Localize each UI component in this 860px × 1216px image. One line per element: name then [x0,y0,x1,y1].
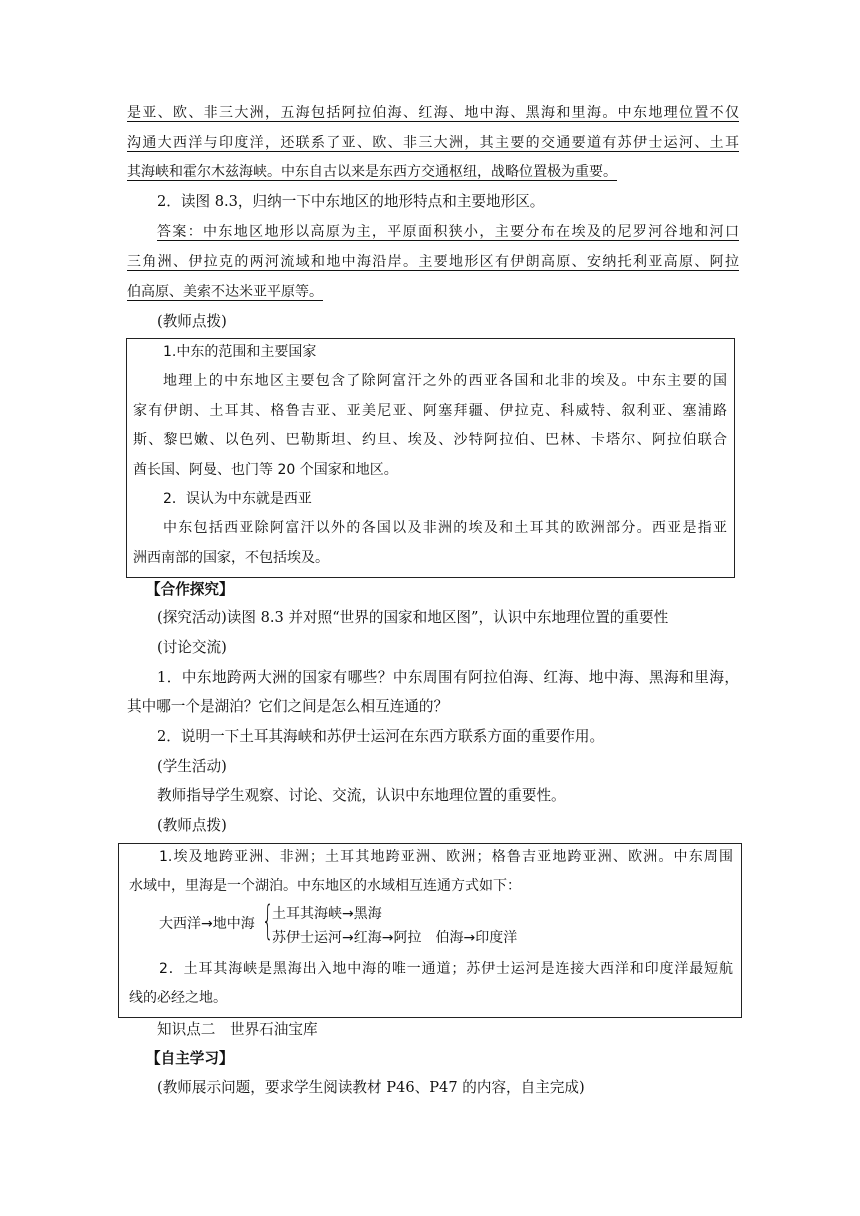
box2-text: 1.埃及地跨亚洲、非洲；土耳其地跨亚洲、欧洲；格鲁吉亚地跨亚洲、欧洲。中东周围 [159,849,733,865]
box1-heading-1: 1.中东的范围和主要国家 [163,344,317,360]
box2-text: 线的必经之地。 [129,990,227,1006]
discuss-question: 其中哪一个是湖泊？它们之间是怎么相互连通的？ [127,698,449,715]
route-start: 大西洋→地中海 [159,916,255,932]
knowledge-point-heading: 知识点二 世界石油宝库 [157,1021,318,1038]
route-branch-bottom: 苏伊士运河→红海→阿拉 伯海→印度洋 [272,930,518,946]
answer-line: 是亚、欧、非三大洲，五海包括阿拉伯海、红海、地中海、黑海和里海。中东地理位置不仅 [127,105,739,121]
teacher-tip-label: (教师点拨) [157,313,227,330]
discuss-question: 2．说明一下土耳其海峡和苏伊士运河在东西方联系方面的重要作用。 [157,728,605,745]
box1-text: 斯、黎巴嫩、以色列、巴勒斯坦、约旦、埃及、沙特阿拉伯、巴林、卡塔尔、阿拉伯联合 [133,432,727,448]
discuss-question: 1．中东地跨两大洲的国家有哪些？中东周围有阿拉伯海、红海、地中海、黑海和里海， [157,669,739,686]
brace-icon: { [262,898,274,944]
box1-text: 家有伊朗、土耳其、格鲁吉亚、亚美尼亚、阿塞拜疆、伊拉克、科威特、叙利亚、塞浦路 [133,403,727,419]
box1-text: 洲西南部的国家，不包括埃及。 [133,550,329,566]
discuss-label: (讨论交流) [157,639,227,656]
answer-line: 答案：中东地区地形以高原为主，平原面积狭小，主要分布在埃及的尼罗河谷地和河口 [157,224,739,240]
section-heading: 【自主学习】 [146,1050,234,1067]
route-branch-top: 土耳其海峡→黑海 [272,906,382,922]
box1-heading-2: 2．误认为中东就是西亚 [163,491,312,507]
student-activity-label: (学生活动) [157,758,227,775]
answer-line: 三角洲、伊拉克的两河流域和地中海沿岸。主要地形区有伊朗高原、安纳托利亚高原、阿拉 [127,254,739,270]
explore-activity: (探究活动)读图 8.3 并对照“世界的国家和地区图”，认识中东地理位置的重要性 [157,609,669,626]
answer-line: 其海峡和霍尔木兹海峡。中东自古以来是东西方交通枢纽，战略位置极为重要。 [127,164,617,180]
box2-text: 水域中，里海是一个湖泊。中东地区的水域相互连通方式如下： [129,878,521,894]
box1-text: 中东包括西亚除阿富汗以外的各国以及非洲的埃及和土耳其的欧洲部分。西亚是指亚 [163,520,727,536]
box2-text: 2．土耳其海峡是黑海出入地中海的唯一通道；苏伊士运河是连接大西洋和印度洋最短航 [159,961,733,977]
student-activity-text: 教师指导学生观察、讨论、交流，认识中东地理位置的重要性。 [157,787,566,804]
answer-line: 伯高原、美索不达米亚平原等。 [127,284,323,300]
teacher-tip-label: (教师点拨) [157,817,227,834]
self-study-text: (教师展示问题，要求学生阅读教材 P46、P47 的内容，自主完成) [157,1079,585,1096]
box1-text: 酋长国、阿曼、也门等 20 个国家和地区。 [133,462,398,478]
section-heading: 【合作探究】 [146,581,234,598]
question-2: 2．读图 8.3，归纳一下中东地区的地形特点和主要地形区。 [157,193,545,210]
answer-line: 沟通大西洋与印度洋，还联系了亚、欧、非三大洲，其主要的交通要道有苏伊士运河、土耳 [127,135,739,151]
box1-text: 地理上的中东地区主要包含了除阿富汗之外的西亚各国和北非的埃及。中东主要的国 [163,373,727,389]
